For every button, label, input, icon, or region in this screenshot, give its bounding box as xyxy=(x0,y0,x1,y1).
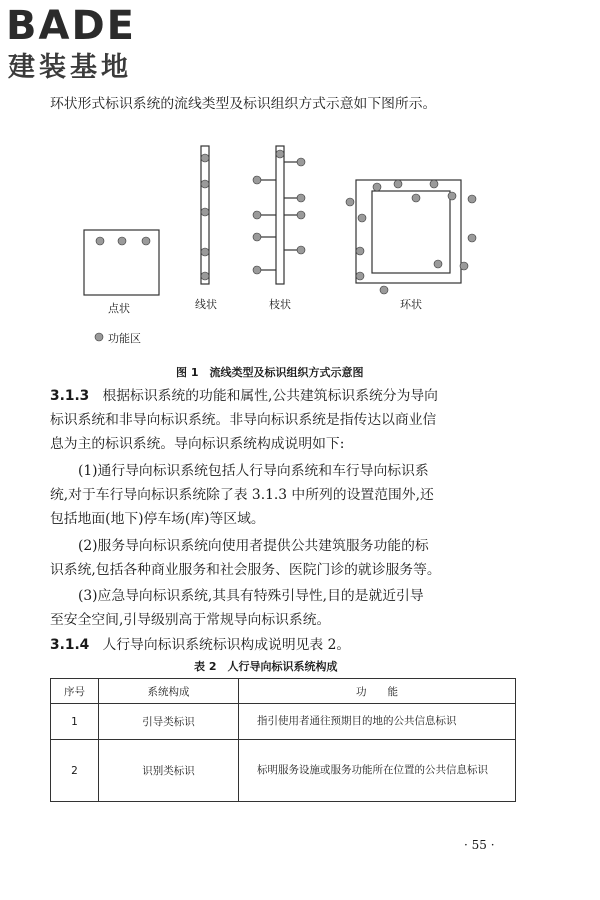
function-area-dot xyxy=(201,154,209,162)
section-3-1-3-line-4: (1)通行导向标识系统包括人行导向系统和车行导向标识系 xyxy=(78,463,429,479)
function-area-dot xyxy=(468,195,476,203)
function-area-dot xyxy=(380,286,388,294)
figure-caption: 图 1 流线类型及标识组织方式示意图 xyxy=(176,366,364,379)
function-area-dot xyxy=(356,247,364,255)
section-number: 3.1.3 xyxy=(50,388,90,404)
function-area-dot xyxy=(346,198,354,206)
function-area-dot xyxy=(460,262,468,270)
cell-function: 指引使用者通往预期目的地的公共信息标识 xyxy=(239,704,516,740)
section-3-1-3-line-10: 至安全空间,引导级别高于常规导向标识系统。 xyxy=(50,612,331,628)
function-area-dot xyxy=(201,272,209,280)
line-dots xyxy=(201,154,209,280)
function-area-dot xyxy=(297,211,305,219)
function-area-dot xyxy=(201,208,209,216)
function-area-dot xyxy=(253,211,261,219)
section-3-1-3-line-1 xyxy=(50,386,438,406)
intro-paragraph: 环状形式标识系统的流线类型及标识组织方式示意如下图所示。 xyxy=(50,96,437,112)
function-area-dot xyxy=(430,180,438,188)
logo-sub-text: 建装基地 xyxy=(8,52,132,83)
function-area-dot xyxy=(276,150,284,158)
function-area-dot xyxy=(118,237,126,245)
table-row xyxy=(51,740,516,802)
flow-diagram-svg xyxy=(70,140,510,350)
section-3-1-3-line-7: (2)服务导向标识系统向使用者提供公共建筑服务功能的标 xyxy=(78,538,429,554)
table-row xyxy=(51,704,516,740)
cell-system: 识别类标识 xyxy=(99,740,239,802)
cell-index: 2 xyxy=(51,740,99,802)
point-dots xyxy=(96,237,150,245)
header-system: 系统构成 xyxy=(99,679,239,704)
function-area-dot xyxy=(356,272,364,280)
section-number: 3.1.4 xyxy=(50,637,90,653)
section-3-1-3-line-2: 标识系统和非导向标识系统。非导向标识系统是指传达以商业信 xyxy=(50,412,437,428)
section-3-1-3-line-8: 识系统,包括各种商业服务和社会服务、医院门诊的就诊服务等。 xyxy=(50,562,441,578)
header-index: 序号 xyxy=(51,679,99,704)
function-area-dot xyxy=(448,192,456,200)
paragraph-text: 根据标识系统的功能和属性,公共建筑标识系统分为导向 xyxy=(102,388,438,404)
legend-label: 功能区 xyxy=(108,332,141,345)
paragraph-text: 人行导向标识系统标识构成说明见表 2。 xyxy=(102,637,351,653)
header-function: 功 能 xyxy=(239,679,516,704)
logo-main-text: BADE xyxy=(6,3,136,49)
function-area-dot xyxy=(201,180,209,188)
label-branch: 枝状 xyxy=(269,298,291,311)
cell-system: 引导类标识 xyxy=(99,704,239,740)
function-area-dot xyxy=(201,248,209,256)
function-area-dot xyxy=(394,180,402,188)
section-3-1-3-line-9: (3)应急导向标识系统,其具有特殊引导性,目的是就近引导 xyxy=(78,588,424,604)
composition-table xyxy=(50,678,516,802)
function-area-dot xyxy=(412,194,420,202)
cell-function: 标明服务设施或服务功能所在位置的公共信息标识 xyxy=(239,740,516,802)
label-point: 点状 xyxy=(108,302,130,315)
label-ring: 环状 xyxy=(400,298,422,311)
function-area-dot xyxy=(434,260,442,268)
cell-index: 1 xyxy=(51,704,99,740)
function-area-dot xyxy=(468,234,476,242)
function-area-dot xyxy=(297,246,305,254)
branch-lines xyxy=(260,162,298,270)
function-area-dot xyxy=(297,194,305,202)
function-area-dot xyxy=(373,183,381,191)
function-area-dot xyxy=(96,237,104,245)
section-3-1-3-line-5: 统,对于车行导向标识系统除了表 3.1.3 中所列的设置范围外,还 xyxy=(50,487,434,503)
branch-dots xyxy=(253,150,305,274)
function-area-dot xyxy=(253,266,261,274)
branch-bar xyxy=(276,146,284,284)
logo xyxy=(6,3,176,86)
function-area-dot xyxy=(358,214,366,222)
function-area-dot xyxy=(253,176,261,184)
flow-diagram xyxy=(70,140,510,350)
function-area-dot xyxy=(142,237,150,245)
page-number: · 55 · xyxy=(464,838,495,852)
ring-dots xyxy=(346,180,476,294)
legend-dot xyxy=(95,333,103,341)
table-caption: 表 2 人行导向标识系统构成 xyxy=(194,660,338,673)
section-3-1-4 xyxy=(50,635,350,655)
table-header-row xyxy=(51,679,516,704)
section-3-1-3-line-3: 息为主的标识系统。导向标识系统构成说明如下: xyxy=(50,436,345,452)
section-3-1-3-line-6: 包括地面(地下)停车场(库)等区域。 xyxy=(50,511,265,527)
label-line: 线状 xyxy=(195,298,217,311)
function-area-dot xyxy=(253,233,261,241)
function-area-dot xyxy=(297,158,305,166)
